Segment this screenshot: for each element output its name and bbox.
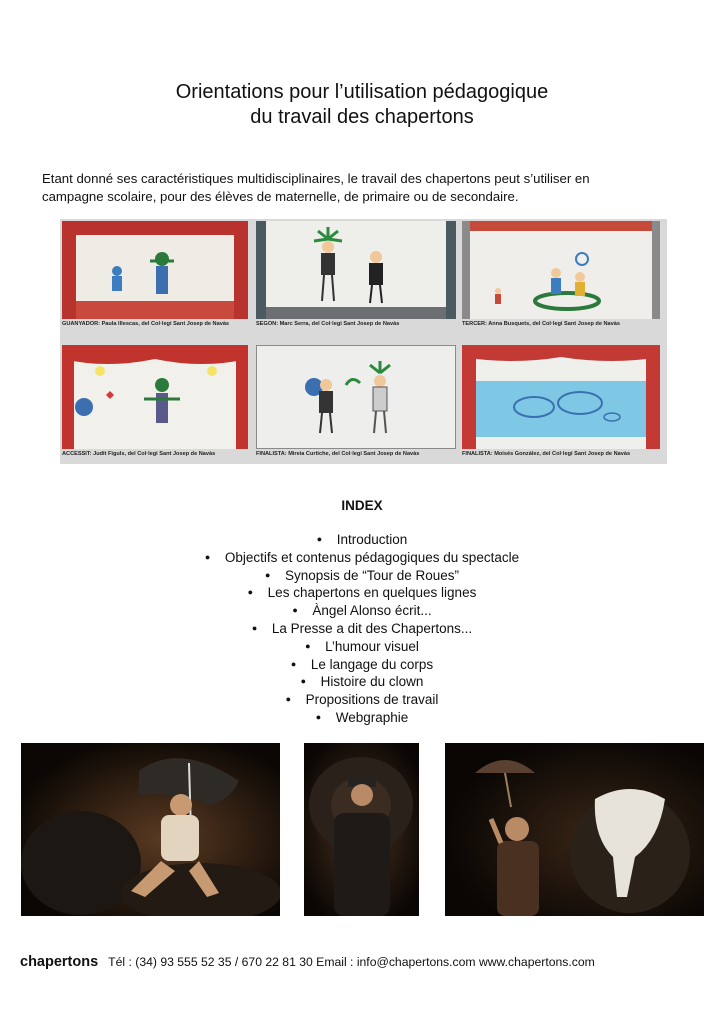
drawing-caption: TERCER: Anna Busquets, del Col·legi Sant Josep de Navàs <box>462 321 621 327</box>
list-item <box>0 549 724 567</box>
bullet-icon: ● <box>285 694 292 705</box>
list-item <box>0 656 724 674</box>
list-item <box>0 567 724 585</box>
bullet-icon: ● <box>315 711 322 722</box>
drawing-caption: SEGON: Marc Serra, del Col·legi Sant Josep de Navàs <box>256 321 400 327</box>
drawing-2 <box>256 221 456 327</box>
index-list <box>0 531 724 727</box>
list-item <box>0 531 724 549</box>
index-item-label: Le langage du corps <box>310 656 434 672</box>
index-item-label: La Presse a dit des Chapertons... <box>271 620 473 636</box>
list-item <box>0 620 724 638</box>
index-item-label: Àngel Alonso écrit... <box>312 603 432 619</box>
drawing-1 <box>62 221 248 327</box>
list-item <box>0 602 724 620</box>
index-item-label: Histoire du clown <box>320 674 424 690</box>
bullet-icon: ● <box>247 587 254 598</box>
bullet-icon: ● <box>292 605 298 616</box>
list-item <box>0 691 724 709</box>
index-heading: INDEX <box>341 498 383 513</box>
photo-performer-with-umbrella <box>21 743 280 916</box>
index-item-label: L’humour visuel <box>325 638 419 654</box>
drawing-caption: ACCÈSSIT: Judit Figuls, del Col·legi Sant Josep de Navàs <box>62 451 216 457</box>
list-item <box>0 673 724 691</box>
bullet-icon: ● <box>300 676 307 687</box>
footer-contact: Tél : (34) 93 555 52 35 / 670 22 81 30 Email : info@chapertons.com www.chapertons.com <box>108 955 595 969</box>
drawings-grid <box>60 219 667 464</box>
drawing-caption: GUANYADOR: Paula Illescas, del Col·legi Sant Josep de Navàs <box>62 321 230 327</box>
document-title <box>0 80 724 130</box>
title-line-1: Orientations pour l’utilisation pédagogique <box>175 81 549 103</box>
index-item-label: Synopsis de “Tour de Roues” <box>284 567 460 583</box>
index-item-label: Webgraphie <box>335 709 409 725</box>
intro-paragraph <box>42 170 682 206</box>
bullet-icon: ● <box>264 569 271 580</box>
drawing-4 <box>62 345 248 457</box>
bullet-icon: ● <box>204 551 211 562</box>
index-item-label: Les chapertons en quelques lignes <box>267 585 477 601</box>
footer-brand: chapertons <box>20 954 99 970</box>
bullet-icon: ● <box>251 622 258 633</box>
index-item-label: Propositions de travail <box>305 692 439 708</box>
bullet-icon: ● <box>305 640 311 651</box>
bullet-icon: ● <box>290 658 297 669</box>
title-line-2: du travail des chapertons <box>250 106 474 128</box>
intro-line-2: campagne scolaire, pour des élèves de maternelle, de primaire ou de secondaire. <box>42 189 519 204</box>
list-item <box>0 638 724 656</box>
drawing-caption: FINALISTA: Mireia Curtiche, del Col·legi Sant Josep de Navàs <box>256 451 420 457</box>
drawing-6 <box>462 345 660 457</box>
drawing-5 <box>256 345 456 457</box>
index-item-label: Objectifs et contenus pédagogiques du spectacle <box>224 549 520 565</box>
photo-performer-and-elephant <box>445 743 704 916</box>
intro-line-1: Etant donné ses caractéristiques multidisciplinaires, le travail des chapertons peut s’utiliser en <box>42 171 590 186</box>
drawing-3 <box>462 221 660 327</box>
list-item <box>0 709 724 727</box>
photo-performer-in-tyre <box>304 743 419 916</box>
drawing-caption: FINALISTA: Moisés González, del Col·legi Sant Josep de Navàs <box>462 451 631 457</box>
list-item <box>0 584 724 602</box>
footer <box>20 954 710 970</box>
index-item-label: Introduction <box>336 532 408 547</box>
bullet-icon: ● <box>316 534 323 544</box>
